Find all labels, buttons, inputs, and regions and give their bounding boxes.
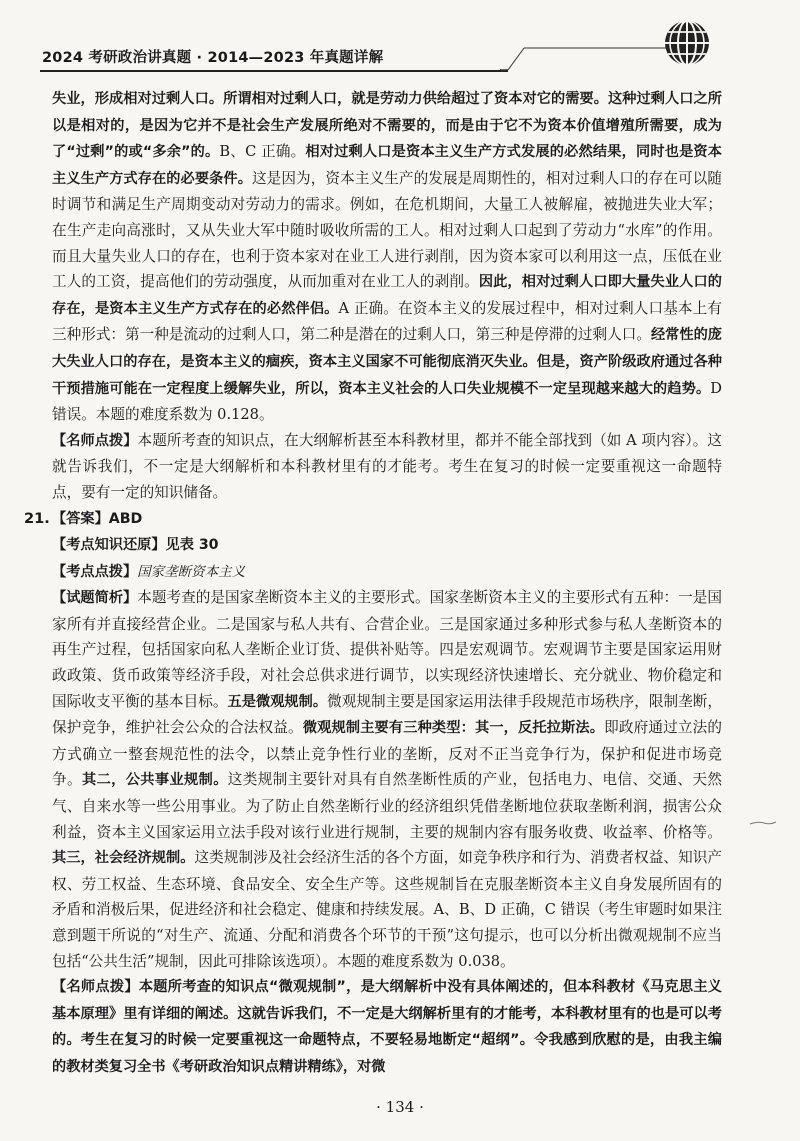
bold-text-run: 【考点点拨】 (52, 563, 138, 580)
bold-text-run: 其二，公共事业规制。 (81, 772, 228, 789)
text-run: A 正确。在资本主义的发展过程中，相对过剩人口基本上有三种形式：第一种是流动的过剩人口，第二种是潜在的过剩人口，第三种是停滞的过剩人口。 (52, 299, 722, 344)
paragraph-p4 (52, 532, 722, 559)
text-run: 即政府通过立法的方式确立一整套规范性的法令，以禁止竞争性行业的垄断，反对不正当竞争行为，保护和促进市场竞争。 (52, 719, 722, 789)
bold-text-run: 失业，形成相对过剩人口。所谓相对过剩人口，就是劳动力供给超过了资本对它的需要。这种过剩人口之所以是相对的，是因为它并不是社会生产发展所绝对不需要的，而是由于它不为资本价值增殖所需要，成为了“过剩”的或“多余”的。 (52, 91, 722, 161)
bold-text-run: 因此，相对过剩人口即大量失业人口的存在，是资本主义生产方式存在的必然伴侣。 (52, 274, 722, 317)
header-rule (40, 70, 508, 72)
bold-text-run: 【名师点拨】 (52, 979, 139, 996)
paragraph-p7 (52, 974, 722, 1080)
text-run: B、C 正确。 (219, 143, 306, 161)
text-run: 本题考查的是国家垄断资本主义的主要形式。国家垄断资本主义的主要形式有五种：一是国家所有并直接经营企业。二是国家与私人共有、合营企业。三是国家通过多种形式参与私人垄断资本的再生产过程，包括国家向私人垄断企业订货、提供补贴等。四是宏观调节。宏观调节主要是国家运用财政政策、货币政策等经济手段，对社会总供求进行调节，以实现经济快速增长、充分就业、物价稳定和国际收支平衡的基本目标。 (52, 589, 722, 710)
text-run: 本题所考查的知识点，在大纲解析甚至本科教材里，都并不能全部找到（如 A 项内容）。这就告诉我们，不一定是大纲解析和本科教材里有的才能考。考生在复习的时候一定要重视这一命题特点，要有一定的知识储备。 (52, 431, 722, 501)
paragraph-p2 (52, 428, 722, 506)
text-run: D 错误。本题的难度系数为 0.128。 (52, 379, 722, 424)
bold-text-run: 其三，社会经济规制。 (52, 850, 195, 867)
bold-text-run: 五是微观规制。 (227, 693, 328, 710)
paragraph-p1 (52, 86, 722, 428)
globe-icon (662, 18, 712, 68)
bold-text-run: 【考点知识还原】见表 30 (52, 537, 219, 554)
bold-text-run: 微观规制主要有三种类型：其一，反托拉斯法。 (302, 720, 605, 737)
text-run: 国家垄断资本主义 (137, 563, 246, 580)
page-number: · 134 · (376, 1098, 424, 1116)
bold-text-run: 【试题简析】 (52, 590, 138, 607)
text-run: 这是因为，资本主义生产的发展是周期性的，相对过剩人口的存在可以随时调节和满足生产周期变动对劳动力的需求。例如，在危机期间，大量工人被解雇，被抛进失业大军；在生产走向高涨时，又从失业大军中随时吸收所需的工人。相对过剩人口起到了劳动力“水库”的作用。而且大量失业人口的存在，也利于资本家对在业工人进行剥削，因为资本家可以利用这一点，压低在业工人的工资，提高他们的劳动强度，从而加重对在业工人的剥削。 (52, 169, 722, 291)
bold-text-run: 【名师点拨】 (52, 432, 138, 449)
paragraph-p5 (52, 559, 722, 586)
scan-mark (748, 820, 778, 826)
paragraph-p6 (52, 585, 722, 974)
bold-text-run: 经常性的庞大失业人口的存在，是资本主义的痼疾，资本主义国家不可能彻底消灭失业。但是，资产阶级政府通过各种干预措施可能在一定程度上缓解失业，所以，资本主义社会的人口失业规模不一定呈现越来越大的趋势。 (52, 327, 722, 397)
text-run: 这类规制主要针对具有自然垄断性质的产业，包括电力、电信、交通、天然气、自来水等一些公用事业。为了防止自然垄断行业的经济组织凭借垄断地位获取垄断利润，损害公众利益，资本主义国家运用立法手段对该行业进行规制，主要的规制内容有服务收费、收益率、价格等。 (52, 771, 722, 841)
page-body (24, 86, 722, 1081)
paragraph-p3 (24, 506, 722, 533)
question-number: 21. (24, 509, 50, 527)
bold-text-run: 【答案】ABD (52, 510, 143, 527)
text-run: 微观规制主要是国家运用法律手段规范市场秩序，限制垄断，保护竞争，维护社会公众的合法权益。 (52, 692, 722, 737)
bold-text-run: 本题所考查的知识点“微观规制”，是大纲解析中没有具体阐述的，但本科教材《马克思主义基本原理》里有详细的阐述。这就告诉我们，不一定是大纲解析里有的才能考，本科教材里有的也是可以考的。考生在复习的时候一定要重视这一命题特点，不要轻易地断定“超纲”。令我感到欣慰的是，由我主编的教材类复习全书《考研政治知识点精讲精练》，对微 (52, 979, 722, 1075)
page-header (0, 0, 800, 88)
header-title: 2024 考研政治讲真题 · 2014—2023 年真题详解 (42, 50, 384, 66)
bold-text-run: 相对过剩人口是资本主义生产方式发展的必然结果，同时也是资本主义生产方式存在的必要条件。 (52, 144, 722, 187)
text-run: 这类规制涉及社会经济生活的各个方面，如竞争秩序和行为、消费者权益、知识产权、劳工权益、生态环境、食品安全、安全生产等。这些规制旨在克服垄断资本主义自身发展所固有的矛盾和消极后果，促进经济和社会稳定、健康和持续发展。A、B、D 正确，C 错误（考生审题时如果注意到题干所说的“对生产、流通、分配和消费各个环节的干预”这句提示，也可以分析出微观规制不应当包括“公共生活”规制，因此可排除该选项）。本题的难度系数为 0.038。 (52, 849, 722, 970)
